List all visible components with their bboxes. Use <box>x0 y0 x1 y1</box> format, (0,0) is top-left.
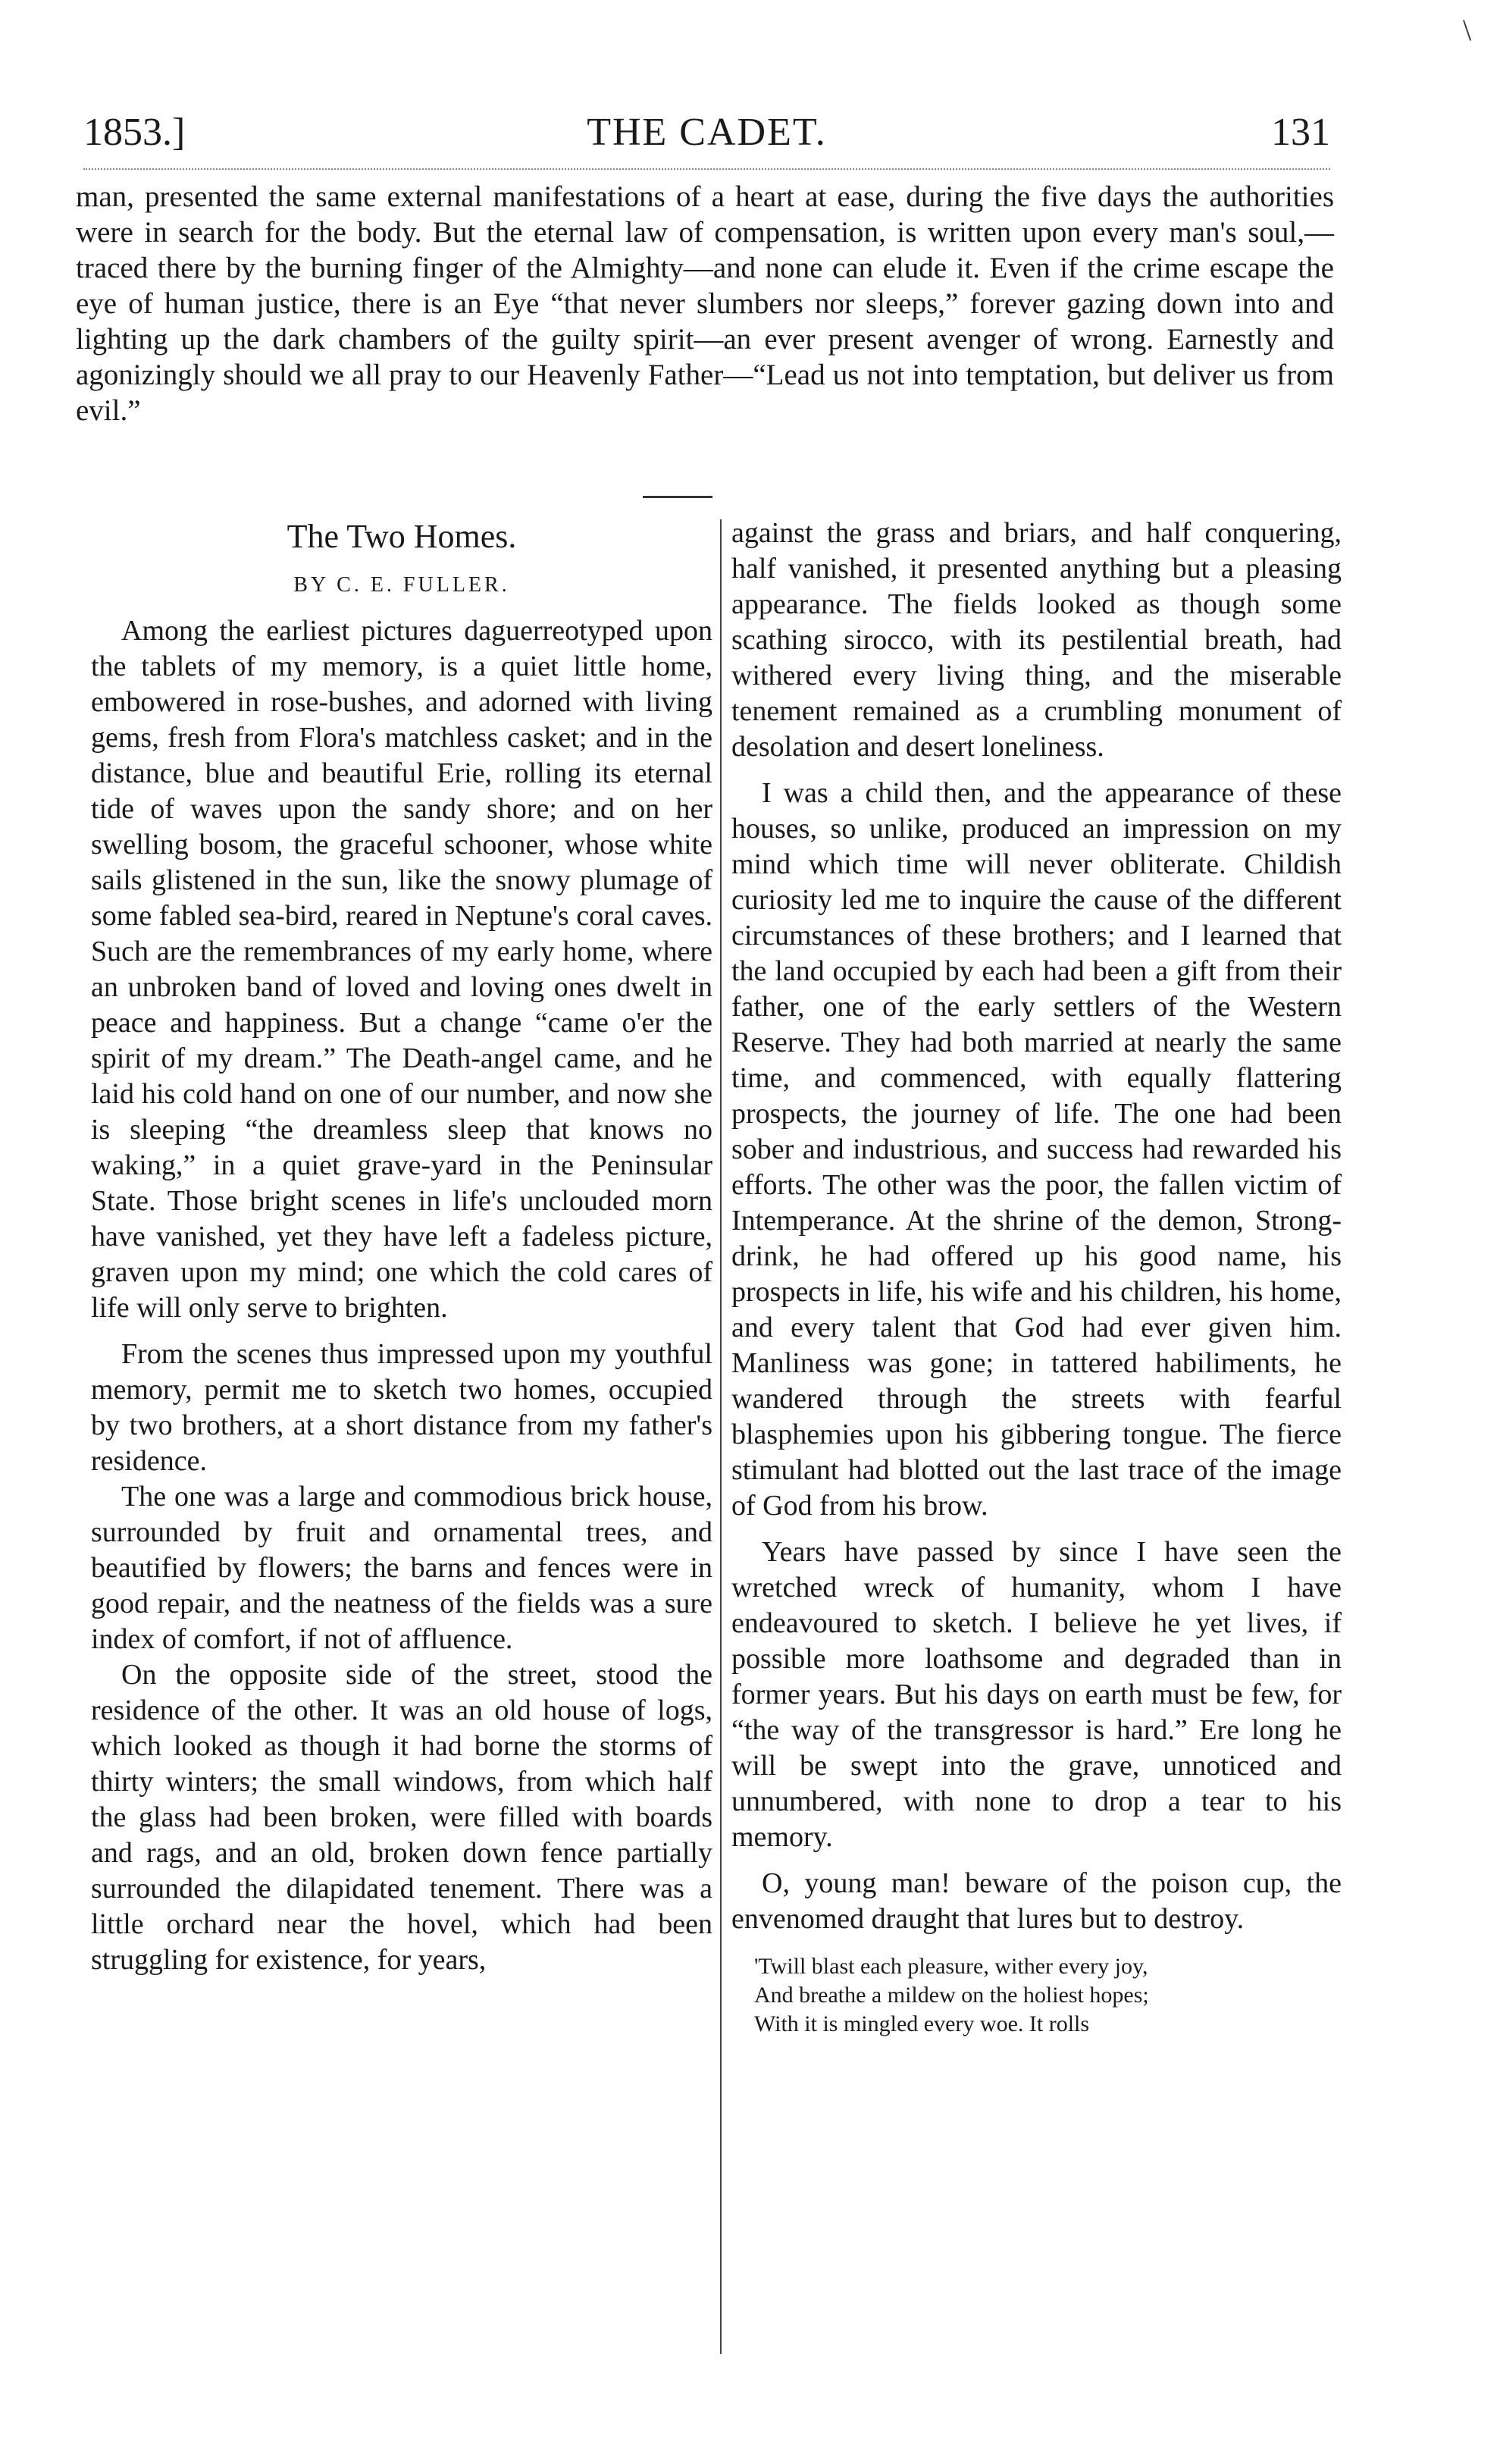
journal-title: THE CADET. <box>587 111 827 154</box>
right-column <box>731 516 1342 2039</box>
poem-quote <box>731 1952 1342 2039</box>
header-rule <box>83 168 1330 170</box>
poem-line: 'Twill blast each pleasure, wither every joy, <box>754 1954 1148 1979</box>
paragraph: The one was a large and commodious brick house, surrounded by fruit and ornamental trees, and beautified by flowers; the barns and fences were in good repair, and the neatness of the fields was a sure index of comfort, if not of affluence. <box>91 1481 712 1655</box>
intro-paragraph: man, presented the same external manifestations of a heart at ease, during the five days the authorities were in search for the body. But the eternal law of compensation, is written upon every man's soul,—traced there by the burning finger of the Almighty—and none can elude it. Even if the crime escape the eye of human justice, there is an Eye “that never slumbers nor sleeps,” forever gazing down into and lighting up the dark chambers of the guilty spirit—an ever present avenger of wrong. Earnestly and agonizingly should we all pray to our Heavenly Father—“Lead us not into temptation, but deliver us from evil.” <box>76 180 1334 427</box>
intro-continuation <box>76 179 1334 428</box>
paragraph: Among the earliest pictures daguerreotyped upon the tablets of my memory, is a quiet little home, embowered in rose-bushes, and adorned with living gems, fresh from Flora's matchless casket; and in the distance, blue and beautiful Erie, rolling its eternal tide of waves upon the sandy shore; and on her swelling bosom, the graceful schooner, whose white sails glistened in the sun, like the snowy plumage of some fabled sea-bird, reared in Neptune's coral caves. Such are the remembrances of my early home, where an unbroken band of loved and loving ones dwelt in peace and happiness. But a change “came o'er the spirit of my dream.” The Death-angel came, and he laid his cold hand on one of our number, and now she is sleeping “the dreamless sleep that knows no waking,” in a quiet grave-yard in the Peninsular State. Those bright scenes in life's unclouded morn have vanished, yet they have left a fadeless picture, graven upon my mind; one which the cold cares of life will only serve to brighten. <box>91 615 712 1324</box>
stray-ink-mark: \ <box>1463 13 1472 47</box>
paragraph: From the scenes thus impressed upon my youthful memory, permit me to sketch two homes, occupied by two brothers, at a short distance from my father's residence. <box>91 1338 712 1477</box>
column-divider <box>720 519 722 2354</box>
left-column <box>91 516 712 1978</box>
page-header <box>83 106 1330 159</box>
header-year: 1853.] <box>83 111 186 154</box>
page-number: 131 <box>1271 111 1330 154</box>
paragraph: Years have passed by since I have seen the wretched wreck of humanity, whom I have endeavoured to sketch. I believe he yet lives, if possible more loathsome and degraded than in former years. But his days on earth must be few, for “the way of the transgressor is hard.” Ere long he will be swept into the grave, unnoticed and unnumbered, with none to drop a tear to his memory. <box>731 1536 1342 1853</box>
paragraph: I was a child then, and the appearance of these houses, so unlike, produced an impression on my mind which time will never obliterate. Childish curiosity led me to inquire the cause of the different circumstances of these brothers; and I learned that the land occupied by each had been a gift from their father, one of the early settlers of the Western Reserve. They had both married at nearly the same time, and commenced, with equally flattering prospects, the journey of life. The one had been sober and industrious, and success had rewarded his efforts. The other was the poor, the fallen victim of Intemperance. At the shrine of the demon, Strong-drink, he had offered up his good name, his prospects in life, his wife and his children, his home, and every talent that God had ever given him. Manliness was gone; in tattered habiliments, he wandered through the streets with fearful blasphemies upon his gibbering tongue. The fierce stimulant had blotted out the last trace of the image of God from his brow. <box>731 777 1342 1522</box>
paragraph: On the opposite side of the street, stood the residence of the other. It was an old house of logs, which looked as though it had borne the storms of thirty winters; the small windows, from which half the glass had been broken, were filled with boards and rags, and an old, broken down fence partially surrounded the dilapidated tenement. There was a little orchard near the hovel, which had been struggling for existence, for years, <box>91 1659 712 1976</box>
section-divider <box>643 496 712 498</box>
poem-line: And breathe a mildew on the holiest hopes; <box>754 1983 1149 2008</box>
poem-line: With it is mingled every woe. It rolls <box>754 2011 1090 2036</box>
paragraph: O, young man! beware of the poison cup, the envenomed draught that lures but to destroy. <box>731 1867 1342 1935</box>
paragraph-continuation: against the grass and briars, and half conquering, half vanished, it presented anything but a pleasing appearance. The fields looked as though some scathing sirocco, with its pestilential breath, had withered every living thing, and the miserable tenement remained as a crumbling monument of desolation and desert loneliness. <box>731 517 1342 763</box>
article-byline: BY C. E. FULLER. <box>293 573 510 597</box>
article-title: The Two Homes. <box>287 518 517 555</box>
